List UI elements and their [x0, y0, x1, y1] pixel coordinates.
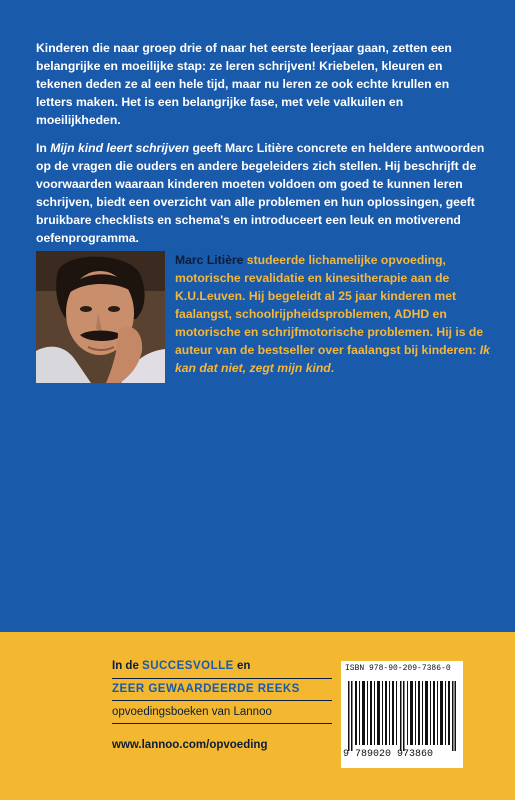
- barcode-icon: [348, 681, 456, 751]
- barcode-panel: [341, 661, 463, 768]
- series-block: [112, 658, 332, 724]
- series-line1-suffix: en: [233, 660, 251, 672]
- publisher-url[interactable]: www.lannoo.com/opvoeding: [112, 739, 268, 751]
- intro-paragraph: Kinderen die naar groep drie of naar het eerste leerjaar gaan, zetten een belangrijke en moeilijke stap: ze leren schrijven! Kriebelen, kleuren en tekenen deden ze al een hele tijd, maar nu leren ze ook echte krullen en letters maken. Het is een belangrijke fase, met vele valkuilen en moeilijkheden.: [36, 41, 452, 127]
- series-line1-prefix: In de: [112, 660, 143, 672]
- author-photo: [36, 251, 165, 383]
- bio-end: .: [330, 361, 335, 375]
- bio-text: studeerde lichamelijke opvoeding, motorische revalidatie en kinesitherapie aan de K.U.Leuven. Hij begeleidt al 25 jaar kinderen met faalangst, schoolrijpheidsproblemen, ADHD en motorische en schrijfmotorische problemen. Hij is de auteur van de bestseller over faalangst bij kinderen:: [175, 253, 484, 357]
- author-portrait-image: [36, 251, 165, 383]
- barcode-digits: 9 789020 973860: [343, 749, 434, 760]
- description-prefix: In: [36, 141, 51, 155]
- description-body: geeft Marc Litière concrete en heldere antwoorden op de vragen die ouders en andere begeleiders zich stellen. Hij beschrijft de voorwaarden waaraan kinderen moeten voldoen om goed te kunnen leren schrijven, biedt een overzicht van alle problemen en hun oplossingen, geeft bruikbare checklists en schema's en introduceert een leuk en motiverend oefenprogramma.: [36, 141, 485, 245]
- series-line-2: ZEER GEWAARDEERDE REEKS: [112, 678, 332, 701]
- series-line-3: opvoedingsboeken van Lannoo: [112, 706, 272, 718]
- description-paragraph: [36, 139, 488, 247]
- series-line-1: [112, 658, 332, 675]
- series-divider: [112, 723, 332, 724]
- isbn-label: ISBN 978-90-209-7386-0: [345, 664, 451, 673]
- series-line1-caps: SUCCESVOLLE: [142, 660, 234, 672]
- author-bio: [175, 251, 491, 377]
- author-name: Marc Litière: [175, 253, 244, 267]
- bestseller-title: Ik kan dat niet, zegt mijn kind: [175, 343, 490, 375]
- book-title: Mijn kind leert schrijven: [50, 141, 190, 155]
